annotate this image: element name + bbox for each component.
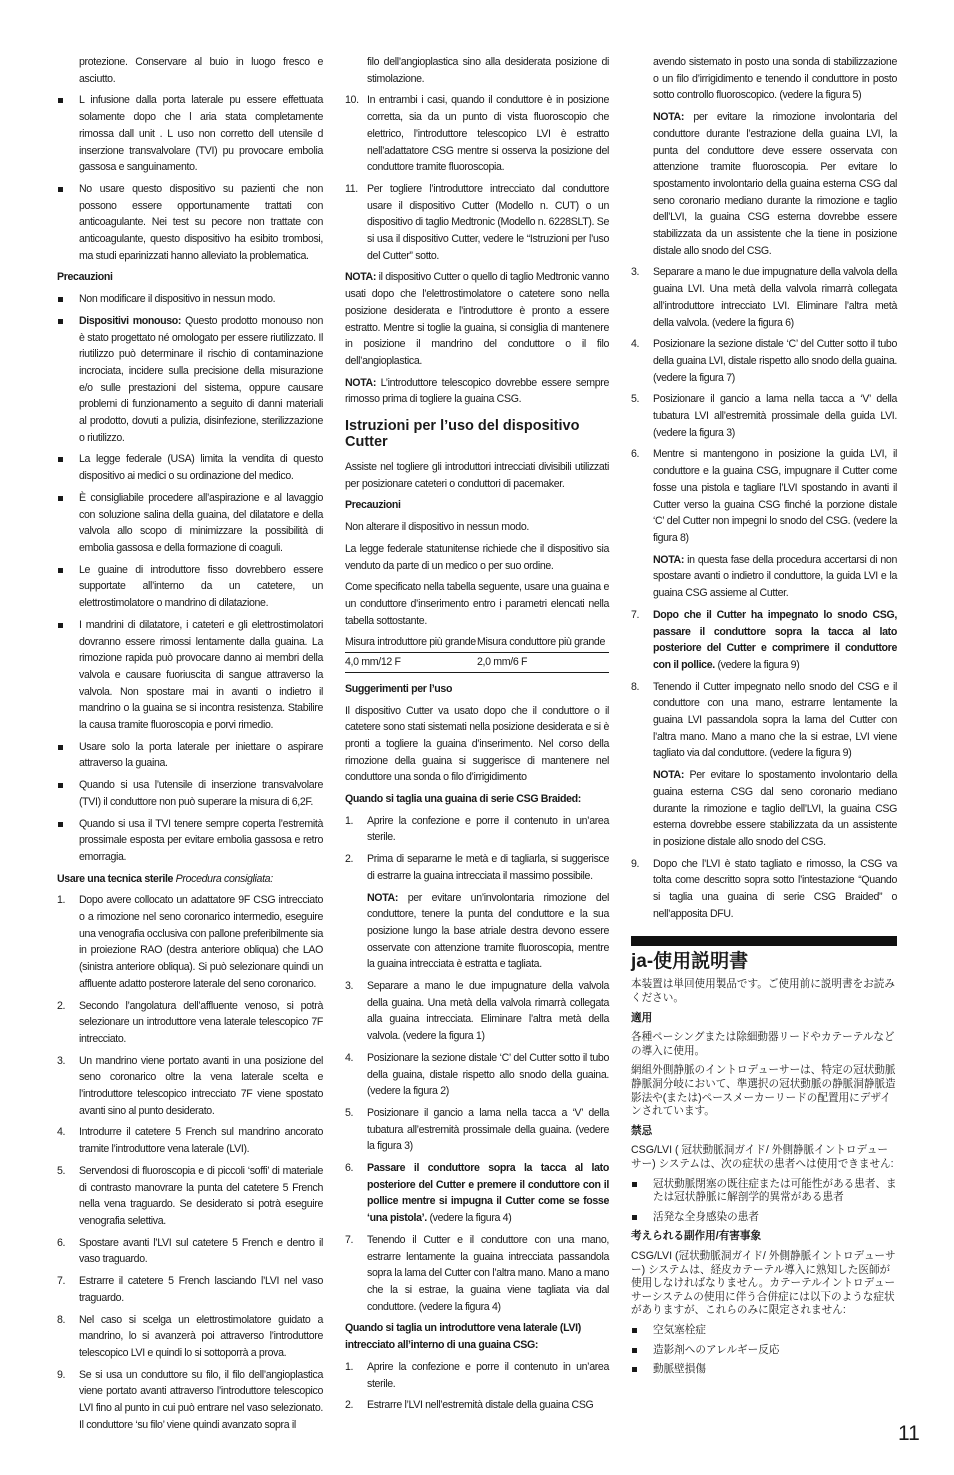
bullet-icon — [632, 1182, 637, 1187]
list-item: Quando si usa l’utensile di inserzione transvalvolare (TVI) il conduttore non può superare la misura di 6,2F. — [57, 777, 323, 810]
language-section-title: ja-使用説明書 — [631, 951, 749, 973]
numbered-step: 7. Tenendo il Cutter e il conduttore con una mano, estrarre lentamente la guaina intrecciata passandola sopra la lama del Cutter con l’altra mano. Mano a mano che la si estrae, la guaina viene tagliata via dal conduttore. (vedere la figura 4) — [345, 1233, 609, 1313]
numbered-step: 2. Estrarre l’LVI nell’estremità distale della guaina CSG — [345, 1399, 594, 1412]
section-divider-bar — [631, 936, 897, 946]
numbered-step: 9. Se si usa un conduttore su filo, il filo dell’angioplastica viene portato avanti attraverso l’introduttore telescopico LVI fino al punto in cui può entrare nel vaso selezionato. Il conduttore ‘su filo’ viene quindi avanzato sopra il — [57, 1368, 323, 1431]
column-1 — [57, 54, 323, 1438]
note: NOTA: L’introduttore telescopico dovrebbe essere sempre rimosso prima di togliere la guaina CSG. — [345, 376, 609, 406]
numbered-step: 2. Secondo l’angolatura dell’affluente venoso, si potrà selezionare un introduttore vena laterale telescopico 7F intrecciato. — [57, 999, 323, 1045]
numbered-step: 1. Aprire la confezione e porre il contenuto in un’area sterile. — [345, 814, 609, 844]
numbered-step: 4. Posizionare la sezione distale ‘C’ del Cutter sotto il tubo della guaina LVI, distale rispetto allo snodo della guaina. (vedere la figura 7) — [631, 338, 897, 384]
section-heading: 適用 — [631, 1011, 653, 1024]
numbered-step: 6. Passare il conduttore sopra la tacca al lato posteriore del Cutter e premere il conduttore con il pollice mentre si impugna il Cutter come se fosse ‘una pistola’. (vedere la figura 4) — [345, 1162, 609, 1225]
section-heading: Quando si taglia un introduttore vena laterale (LVI) intrecciato all’interno di una guaina CSG: — [345, 1322, 581, 1352]
bullet-icon — [58, 822, 63, 827]
numbered-step: 11. Per togliere l’introduttore intrecciato dal conduttore usare il dispositivo Cutter (Modello n. CUT) o un dispositivo di taglio Medtronic (Modello n. 6228SLT). Se si usa il dispositivo Cutter, vedere le “Istruzioni per l’uso del Cutter” sotto. — [345, 182, 609, 262]
list-item: 冠状動脈閉塞の既往症または可能性がある患者、または冠状静脈に解剖学的異常がある患者 — [631, 1178, 897, 1205]
list-item: È consigliabile procedere all’aspirazione e al lavaggio con soluzione salina della guaina, del dilatatore e della valvola allo scopo di minimizzare la possibilità di embolia gassosa e della formazione di coaguli. — [57, 490, 323, 557]
list-item: 活発な全身感染の患者 — [631, 1211, 897, 1225]
numbered-step: 3. Separare a mano le due impugnature della valvola della guaina LVI. Una metà della valvola rimarrà collegata all’introduttore intrecciato LVI. Eliminare l’altra metà della valvola. (vedere la figura 6) — [631, 266, 897, 329]
paragraph: La legge federale statunitense richiede che il dispositivo sia venduto da parte di un medico o per suo ordine. — [345, 542, 609, 572]
bullet-icon — [58, 568, 63, 573]
numbered-step: 5. Posizionare il gancio a lama nella tacca a ‘V’ della tubatura LVI all’estremità prossimale della guida LVI. (vedere la figura 3) — [631, 393, 897, 439]
note: NOTA: Per evitare lo spostamento involontario della guaina esterna CSG dal seno coronario mediano durante la rimozione e taglio dell’LVI, la guaina CSG esterna dovrebbe essere stabilizzata da un assistente in posizione distale allo snodo del CSG. — [653, 769, 897, 848]
list-item: I mandrini di dilatatore, i cateteri e gli elettrostimolatori dovranno essere rimossi lentamente dalla guaina. La rimozione rapida può provocare danno ai membri della valvola e causare fuoriuscita di sangue attraverso la valvola. Non spostare mai in avanti o indietro il mandrino o la guaina se si incontra resistenza. Stabilire la causa tramite fluoroscopia e porvi rimedio. — [57, 617, 323, 734]
numbered-step: 3. Un mandrino viene portato avanti in una posizione del seno coronarico oltre la vena laterale scelta e l’introduttore telescopico intrecciato 7F viene spostato avanti sino al punto desiderato. — [57, 1054, 323, 1117]
numbered-step: 5. Servendosi di fluoroscopia e di piccoli ‘soffi’ di materiale di contrasto manovrare la punta del catetere 5 French nella vena traguardo. Se desiderato si potrà eseguire venografia selettiva. — [57, 1164, 323, 1227]
section-title: Istruzioni per l’uso del dispositivo Cutter — [345, 418, 580, 451]
numbered-step: 3. Separare a mano le due impugnature della valvola della guaina. Una metà della valvola rimarrà collegata alla guaina intrecciata. Eliminare l’altra metà della valvola. (vedere la figura 1) — [345, 980, 609, 1043]
table-header-cell: Misura introduttore più grande — [345, 634, 477, 652]
size-table — [345, 634, 609, 672]
paragraph: Non alterare il dispositivo in nessun modo. — [345, 521, 529, 534]
section-heading: Quando si taglia una guaina di serie CSG Braided: — [345, 793, 581, 806]
bullet-icon — [632, 1367, 637, 1372]
numbered-step: 4. Introdurre il catetere 5 French sul mandrino ancorato tramite l’introduttore vena laterale (LVI). — [57, 1126, 323, 1156]
list-item: Dispositivi monouso: Questo prodotto monouso non è stato progettato né omologato per essere riutilizzato. Il riutilizzo può determinare il rischio di contaminazione incrociata, incidere sulla precisione della misurazione e/o sulle prestazioni del sistema, oppure causare problemi di funzionamento a seguito di danni materiali al prodotto, dovuti a pulizia, disinfezione, sterilizzazione o riutilizzo. — [57, 313, 323, 447]
bullet-icon — [632, 1328, 637, 1333]
numbered-step: 6. Mentre si mantengono in posizione la guida LVI, il conduttore e la guaina CSG, impugnare il Cutter come fosse una pistola e tagliare l’LVI spostando in avanti il Cutter verso la guaina CSG finché la porzione distale ‘C’ del Cutter non impegni lo snodo del CSG. (vedere la figura 8) — [631, 448, 897, 544]
section-heading: Suggerimenti per l’uso — [345, 682, 453, 695]
paragraph: 各種ペーシングまたは除細動器リードやカテーテルなどの導入に使用。 — [631, 1031, 895, 1057]
bullet-icon — [58, 623, 63, 628]
bullet-icon — [632, 1348, 637, 1353]
table-cell: 2,0 mm/6 F — [477, 653, 609, 673]
section-heading: Precauzioni — [345, 499, 401, 512]
list-item: No usare questo dispositivo su pazienti che non possono essere opportunamente trattati con anticoagulante. Nei test su pecore non trattate con anticoagulante, questo dispositivo ha esibito trombosi, ma studi eparinizzati hanno alleviato la problematica. — [57, 181, 323, 265]
bullet-icon — [58, 98, 63, 103]
section-heading: Precauzioni — [57, 271, 113, 284]
numbered-step: 1. Aprire la confezione e porre il contenuto in un’area sterile. — [345, 1360, 609, 1390]
bullet-icon — [632, 1215, 637, 1220]
paragraph: 本装置は単回使用製品です。ご使用前に説明書をお読みください。 — [631, 978, 895, 1005]
paragraph: 網組外側静脈のイントロデューサーは、特定の冠状動脈静脈洞分岐において、準選択の冠状動脈の静脈洞静脈造影法や(または)ペースメーカーリードの配置用にデザインされています。 — [631, 1064, 896, 1118]
note: NOTA: in questa fase della procedura accertarsi di non spostare avanti o indietro il conduttore, la guida LVI e la guaina CSG assieme al Cutter. — [653, 553, 897, 600]
column-2 — [345, 54, 609, 1419]
numbered-step: 4. Posizionare la sezione distale ‘C’ del Cutter sotto il tubo della guaina, distale rispetto allo snodo della guaina. (vedere la figura 2) — [345, 1051, 609, 1098]
column-3 — [631, 54, 897, 1383]
note: NOTA: il dispositivo Cutter o quello di taglio Medtronic vanno usati dopo che l’elettrostimolatore o catetere sono nella posizione desiderata e l’introduttore è pronto a essere estratto. Mentre si toglie la guaina, si consiglia di mantenere in posizione il mandrino del conduttore o il filo dell’angioplastica. — [345, 271, 609, 367]
paragraph: CSG/LVI ( 冠状動脈洞ガイド/ 外側静脈イントロデューサー) システムは、次の症状の患者へは使用できません: — [631, 1144, 894, 1170]
table-row — [345, 653, 609, 673]
numbered-step: 10. In entrambi i casi, quando il conduttore è in posizione corretta, sia da un punto di vista fluoroscopio che elettrico, l’introduttore telescopico LVI è estratto nell’adattatore CSG mentre si osserva la posizione del conduttore tramite fluoroscopia. — [345, 94, 609, 174]
list-item: Le guaine di introduttore fisso dovrebbero essere supportate all’interno da un catetere, un elettrostimolatore o mandrino di dilatazione. — [57, 562, 323, 612]
table-header-cell: Misura conduttore più grande — [477, 634, 609, 652]
bullet-icon — [58, 319, 63, 324]
list-item: Non modificare il dispositivo in nessun modo. — [57, 291, 323, 308]
paragraph: CSG/LVI (冠状動脈洞ガイド/ 外側静脈イントロデューサー) システムは、経皮カテーテル導入に熟知した医師が使用しなければなりません。カテーテルイントロデューサーシステムの使用に伴う合併症には以下のような症状がありますが、これらのみに限定されません: — [631, 1249, 896, 1317]
table-header-row — [345, 634, 609, 652]
japanese-section — [631, 978, 897, 1376]
bullet-icon — [58, 496, 63, 501]
list-item: Usare solo la porta laterale per iniettare o aspirare attraverso la guaina. — [57, 739, 323, 772]
section-heading: 禁忌 — [631, 1124, 653, 1137]
bullet-icon — [58, 783, 63, 788]
note: NOTA: per evitare la rimozione involontaria del conduttore durante l’estrazione della guaina LVI, la punta del conduttore deve essere osservata con attenzione tramite fluoroscopia. Per evitare lo spostamento involontario della guaina esterna CSG dal seno coronario mediano durante la rimozione e taglio dell’LVI, la guaina CSG esterna dovrebbe essere stabilizzata da un assistente che la tiene in posizione distale allo snodo del CSG. — [653, 111, 897, 257]
paragraph: Il dispositivo Cutter va usato dopo che il conduttore o il catetere sono stati sistemati nella posizione desiderata e si è pronti a togliere la guaina d’inserimento. Nel corso della rimozione della guaina si suggerisce di mantenere nel conduttore una sonda o filo d’irrigidimento — [345, 704, 609, 784]
paragraph: Assiste nel togliere gli introduttori intrecciati divisibili utilizzati per posizionare cateteri o conduttori di pacemaker. — [345, 461, 609, 490]
section-heading: Usare una tecnica sterile Procedura consigliata: — [57, 872, 273, 885]
note: NOTA: per evitare un’involontaria rimozione del conduttore, tenere la punta del conduttore e la sua posizione lungo la base atriale destra devono essere osservate con attenzione tramite fluoroscopia, mentre la guaina intrecciata è estratta e tagliata. — [367, 891, 609, 971]
list-item: 造影剤へのアレルギー反応 — [631, 1344, 897, 1358]
numbered-step: 7. Estrarre il catetere 5 French lasciando l’LVI nel vaso traguardo. — [57, 1275, 323, 1304]
numbered-step: 2. Prima di separarne le metà e di tagliarla, si suggerisce di estrarre la guaina intrecciata il massimo possibile. — [345, 853, 609, 882]
bullet-icon — [58, 187, 63, 192]
numbered-step: 5. Posizionare il gancio a lama nella tacca a ‘V’ della tubatura all’estremità prossimale della guaina. (vedere la figura 3) — [345, 1106, 609, 1153]
numbered-step: 7. Dopo che il Cutter ha impegnato lo snodo CSG, passare il conduttore sopra la tacca al lato posteriore del Cutter e comprimere il conduttore con il pollice. (vedere la figura 9) — [631, 608, 897, 671]
section-heading: 考えられる副作用/有害事象 — [631, 1230, 762, 1243]
numbered-step: 9. Dopo che l’LVI è stato tagliato e rimosso, la CSG va tolta come descritto sopra sotto l’intestazione “Quando si taglia una guaina di serie CSG Braided” o nell’apposita DFU. — [631, 857, 897, 920]
paragraph-continued: avendo sistemato in posto una sonda di stabilizzazione o un filo d’irrigidimento e tenendo il conduttore in posto sotto controllo fluoroscopico. (vedere la figura 5) — [653, 56, 897, 102]
paragraph-continued: filo dell’angioplastica sino alla desiderata posizione di stimolazione. — [367, 56, 609, 85]
paragraph: Come specificato nella tabella seguente, usare una guaina e un conduttore d’inserimento entro i parametri elencati nella tabella sottostante. — [345, 581, 609, 627]
list-item: La legge federale (USA) limita la vendita di questo dispositivo ai medici o su ordinazione del medico. — [57, 451, 323, 484]
numbered-step: 6. Spostare avanti l’LVI sul catetere 5 French e dentro il vaso traguardo. — [57, 1236, 323, 1266]
table-cell: 4,0 mm/12 F — [345, 653, 477, 673]
numbered-step: 8. Tenendo il Cutter impegnato nello snodo del CSG e il conduttore con una mano, estrarre lentamente la guaina LVI passandola sopra la lama del Cutter con l’altra mano. Mano a mano che la si estrae, LVI viene tagliato via dal conduttore. (vedere la figura 9) — [631, 680, 897, 760]
page-number: 11 — [898, 1422, 920, 1445]
list-item: 空気塞栓症 — [631, 1324, 897, 1338]
list-item: L infusione dalla porta laterale pu essere effettuata solamente dopo che l aria stata completamente rimossa dall unit . L uso non corretto dell utensile d inserzione transvalvolare (TVI) pu provocare embolia gassosa e sanguinamento. — [57, 92, 323, 176]
paragraph-continued: protezione. Conservare al buio in luogo fresco e asciutto. — [79, 56, 323, 85]
numbered-step: 8. Nel caso si scelga un elettrostimolatore guidato a mandrino, lo si avanzerà poi attraverso l’introduttore telescopico LVI e quindi lo si sottoporrà a prova. — [57, 1313, 323, 1359]
bullet-icon — [58, 745, 63, 750]
list-item: 動脈壁損傷 — [631, 1363, 897, 1377]
numbered-steps — [57, 892, 323, 1433]
numbered-step: 1. Dopo avere collocato un adattatore 9F CSG intrecciato o a rimozione nel seno coronarico intermedio, eseguire una venografia occlusiva con pallone preferibilmente sia in proiezione RAO (destra anteriore obliqua) che LAO (sinistra anteriore obliqua). Si può selezionare quindi un affluente adatto posterore laterale del seno coronarico. — [57, 894, 323, 990]
bullet-icon — [58, 457, 63, 462]
bullet-icon — [58, 297, 63, 302]
list-item: Quando si usa il TVI tenere sempre coperta l’estremità prossimale esposta per evitare embolia gassosa e retro emorragia. — [57, 816, 323, 866]
